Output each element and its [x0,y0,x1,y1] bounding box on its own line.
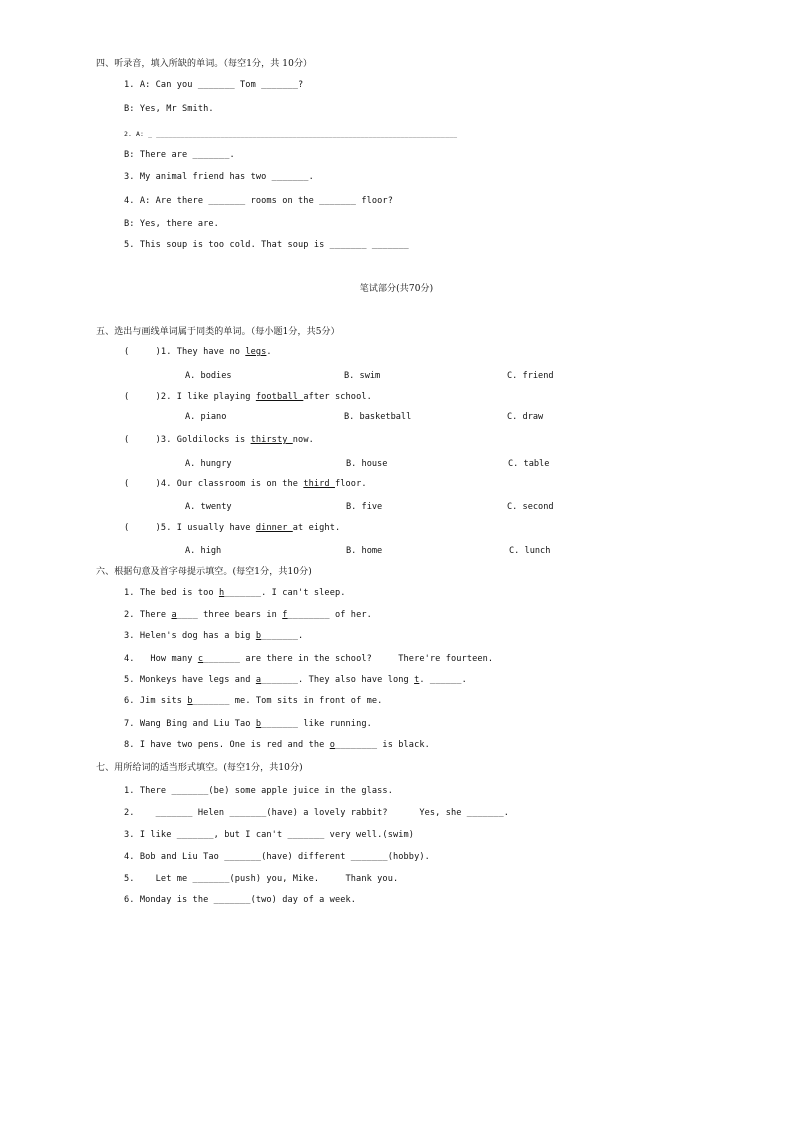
section6-line-1: 1. The bed is too h_______. I can't sleep. [124,588,346,598]
section4-line-7: B: Yes, there are. [124,219,219,229]
section6-line-3: 3. Helen's dog has a big b_______. [124,631,304,641]
section7-line-6: 6. Monday is the _______(two) day of a week. [124,895,357,905]
section6-line-5: 5. Monkeys have legs and a_______. They also have long t. ______. [124,675,467,685]
section4-line-8: 5. This soup is too cold. That soup is _______ _______ [124,240,409,250]
q5-option-b: B. home [346,546,383,556]
written-part-title: 笔试部分(共70分) [359,284,434,294]
q5-option-c: C. lunch [509,546,551,556]
section5-question-1: ( )1. They have no legs. [124,347,272,357]
q1-option-c: C. friend [507,371,554,381]
q2-option-a: A. piano [185,412,227,422]
q4-option-c: C. second [507,502,554,512]
section7-line-4: 4. Bob and Liu Tao _______(have) different _______(hobby). [124,852,430,862]
underlined-word: football [255,392,304,402]
q4-option-b: B. five [346,502,383,512]
section5-question-2: ( )2. I like playing football after school. [124,392,372,402]
section7-heading: 七、用所给词的适当形式填空。(每空1分，共10分) [96,763,303,773]
section4-line-3: 2. A: _ ___________________________________________________________________________ [124,130,458,138]
q3-option-a: A. hungry [185,459,232,469]
section7-line-5: 5. Let me _______(push) you, Mike. Thank you. [124,874,399,884]
section4-line-6: 4. A: Are there _______ rooms on the _______ floor? [124,196,393,206]
q2-option-c: C. draw [507,412,544,422]
section6-line-2: 2. There a____ three bears in f________ of her. [124,610,372,620]
section5-question-4: ( )4. Our classroom is on the third floor. [124,479,367,489]
section5-question-5: ( )5. I usually have dinner at eight. [124,523,341,533]
section6-line-7: 7. Wang Bing and Liu Tao b_______ like running. [124,719,372,729]
section6-line-8: 8. I have two pens. One is red and the o________ is black. [124,740,430,750]
section4-line-5: 3. My animal friend has two _______. [124,172,314,182]
underlined-word: thirsty [250,435,293,445]
section5-heading: 五、选出与画线单词属于同类的单词。（每小题1分，共5分） [96,327,340,337]
section7-line-3: 3. I like _______, but I can't _______ very well.(swim) [124,830,415,840]
q1-option-b: B. swim [344,371,381,381]
section4-line-1: 1. A: Can you _______ Tom _______? [124,80,304,90]
section6-heading: 六、根据句意及首字母提示填空。(每空1分，共10分) [96,567,312,577]
underlined-word: dinner [255,523,293,533]
underlined-word: third [303,479,335,489]
section4-line-2: B: Yes, Mr Smith. [124,104,214,114]
q3-option-c: C. table [508,459,550,469]
section5-question-3: ( )3. Goldilocks is thirsty now. [124,435,314,445]
q5-option-a: A. high [185,546,222,556]
section4-heading: 四、听录音，填入所缺的单词。（每空1分，共 10分） [96,59,313,69]
section6-line-4: 4. How many c_______ are there in the school? There're fourteen. [124,654,494,664]
q1-option-a: A. bodies [185,371,232,381]
section6-line-6: 6. Jim sits b_______ me. Tom sits in front of me. [124,696,383,706]
section7-line-2: 2. _______ Helen _______(have) a lovely rabbit? Yes, she _______. [124,808,509,818]
section7-line-1: 1. There _______(be) some apple juice in the glass. [124,786,393,796]
underlined-word: legs [245,347,267,357]
section4-line-4: B: There are _______. [124,150,235,160]
q4-option-a: A. twenty [185,502,232,512]
q3-option-b: B. house [346,459,388,469]
q2-option-b: B. basketball [344,412,412,422]
